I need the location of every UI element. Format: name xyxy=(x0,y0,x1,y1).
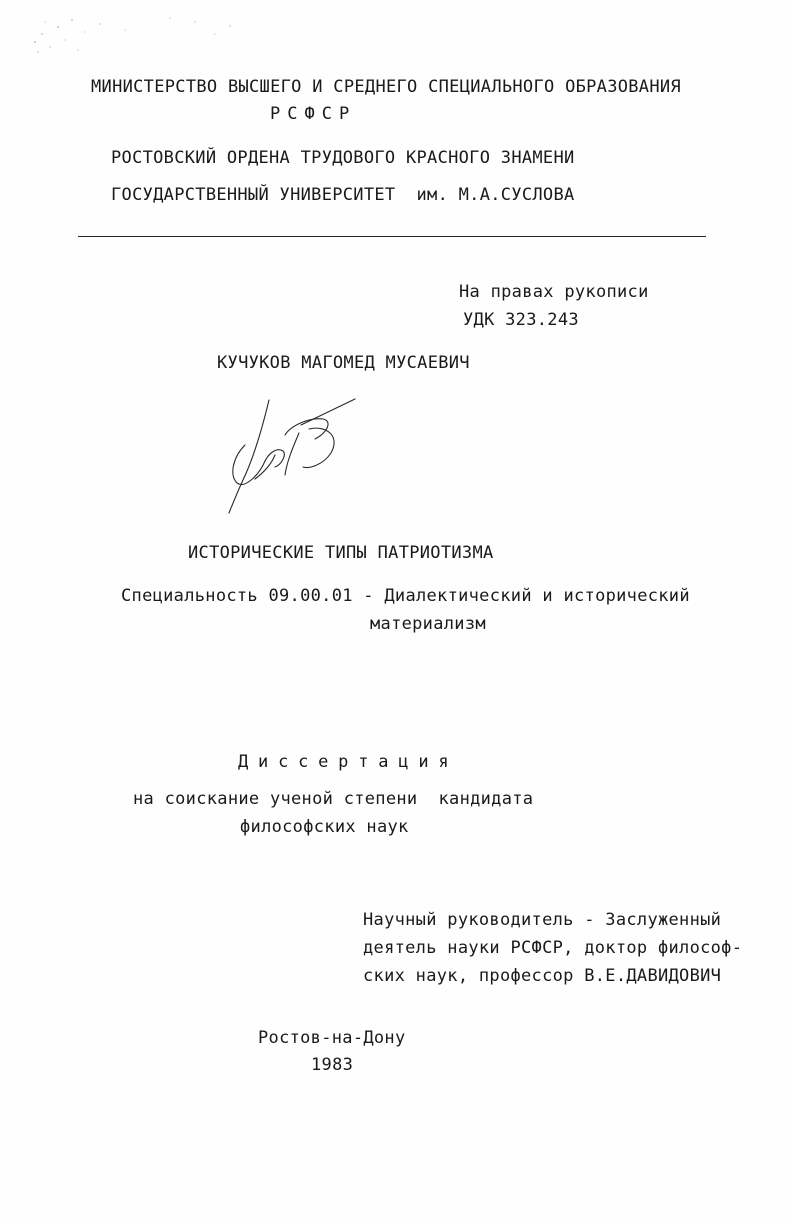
ministry-heading: МИНИСТЕРСТВО ВЫСШЕГО И СРЕДНЕГО СПЕЦИАЛЬНОГО ОБРАЗОВАНИЯ xyxy=(91,77,681,97)
author-signature xyxy=(215,395,365,525)
university-line-1: РОСТОВСКИЙ ОРДЕНА ТРУДОВОГО КРАСНОГО ЗНАМЕНИ xyxy=(111,148,575,168)
manuscript-rights: На правах рукописи xyxy=(459,282,649,302)
header-divider xyxy=(78,236,706,237)
supervisor-line-2: деятель науки РСФСР, доктор философ- xyxy=(363,938,743,958)
city: Ростов-на-Дону xyxy=(258,1028,406,1048)
university-line-2: ГОСУДАРСТВЕННЫЙ УНИВЕРСИТЕТ им. М.А.СУСЛОВА xyxy=(111,185,575,205)
dissertation-title: ИСТОРИЧЕСКИЕ ТИПЫ ПАТРИОТИЗМА xyxy=(188,543,494,563)
author-name: КУЧУКОВ МАГОМЕД МУСАЕВИЧ xyxy=(217,353,470,373)
paper-specks xyxy=(30,12,250,62)
rsfsr-heading: РСФСР xyxy=(270,104,357,124)
udk-code: УДК 323.243 xyxy=(463,310,579,330)
dissertation-label: Диссертация xyxy=(238,752,459,772)
supervisor-line-1: Научный руководитель - Заслуженный xyxy=(363,910,722,930)
year: 1983 xyxy=(311,1055,354,1075)
supervisor-line-3: ских наук, профессор В.Е.ДАВИДОВИЧ xyxy=(363,966,722,986)
specialty-line-2: материализм xyxy=(370,614,486,634)
specialty-line-1: Специальность 09.00.01 - Диалектический и исторический xyxy=(121,586,690,606)
degree-line-2: философских наук xyxy=(240,817,409,837)
degree-line-1: на соискание ученой степени кандидата xyxy=(133,789,534,809)
